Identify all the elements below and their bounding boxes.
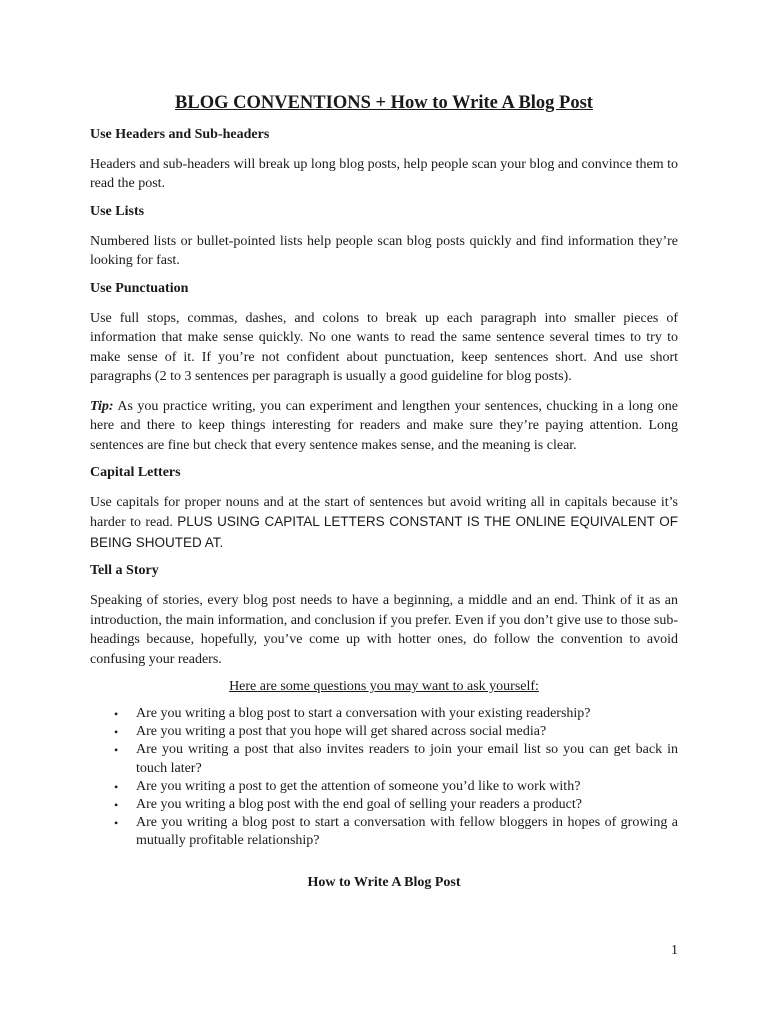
list-item-text: Are you writing a post to get the attention of someone you’d like to work with? [136,778,581,794]
paragraph-punctuation: Use full stops, commas, dashes, and colons to break up each paragraph into smaller pieces of information that make sense quickly. No one wants to read the same sentence several times to try to make sense of it. If you’re not confident about punctuation, keep sentences short. And use short paragraphs (2 to 3 sentences per paragraph is usually a good guideline for blog posts). [90,310,678,385]
bullet-icon: • [114,816,119,831]
paragraph-lists: Numbered lists or bullet-pointed lists help people scan blog posts quickly and find information they’re looking for fast. [90,233,678,269]
paragraph-story: Speaking of stories, every blog post needs to have a beginning, a middle and an end. Think of it as an introduction, the main information, and conclusion if you prefer. Even if you don’t give use to those sub-headings because, hopefully, you’ve come up with hotter ones, do follow the convention to avoid confusing your readers. [90,593,678,667]
list-item-text: Are you writing a blog post to start a conversation with your existing readership? [136,705,591,721]
heading-lists: Use Lists [90,203,145,219]
bullet-icon: • [114,725,119,740]
heading-headers: Use Headers and Sub-headers [90,127,270,143]
capitals-shout-text: PLUS USING CAPITAL LETTERS CONSTANT IS THE ONLINE EQUIVALENT OF BEING SHOUTED AT. [90,514,679,550]
list-item [90,705,678,723]
paragraph-capitals [90,493,678,554]
document-title: BLOG CONVENTIONS + How to Write A Blog Post [175,93,593,113]
paragraph-tip [90,397,678,456]
capitals-text: Use capitals for proper nouns and at the start of sentences but avoid writing all in capitals because it’s harder to read. [90,494,678,531]
list-item [90,778,678,796]
tip-text: As you practice writing, you can experiment and lengthen your sentences, chucking in a long one here and there to keep things interesting for readers and make sure they’re paying attention. Long sentences are fine but check that every sentence makes sense, and the meaning is clear. [90,398,678,453]
list-item [90,741,678,777]
heading-capitals: Capital Letters [90,465,181,481]
list-item-text: Are you writing a blog post with the end goal of selling your readers a product? [136,796,582,812]
bullet-icon: • [114,779,119,794]
list-item [90,814,678,850]
bullet-icon: • [114,706,119,721]
page-number: 1 [671,943,678,958]
list-item [90,796,678,814]
list-item-text: Are you writing a blog post to start a conversation with fellow bloggers in hopes of growing a mutually profitable relationship? [136,815,678,849]
section-subtitle: How to Write A Blog Post [307,874,461,890]
list-item [90,723,678,741]
bullet-icon: • [114,797,119,812]
list-item-text: Are you writing a post that you hope will get shared across social media? [136,724,547,740]
bullet-icon: • [114,743,119,758]
tip-label: Tip: [90,398,114,414]
list-item-text: Are you writing a post that also invites readers to join your email list so you can get back in touch later? [136,742,678,776]
heading-punctuation: Use Punctuation [90,280,189,296]
heading-story: Tell a Story [90,563,159,579]
questions-intro: Here are some questions you may want to ask yourself: [229,679,539,695]
document-page [90,92,678,891]
paragraph-headers: Headers and sub-headers will break up long blog posts, help people scan your blog and convince them to read the post. [90,156,678,192]
questions-list [90,705,678,851]
